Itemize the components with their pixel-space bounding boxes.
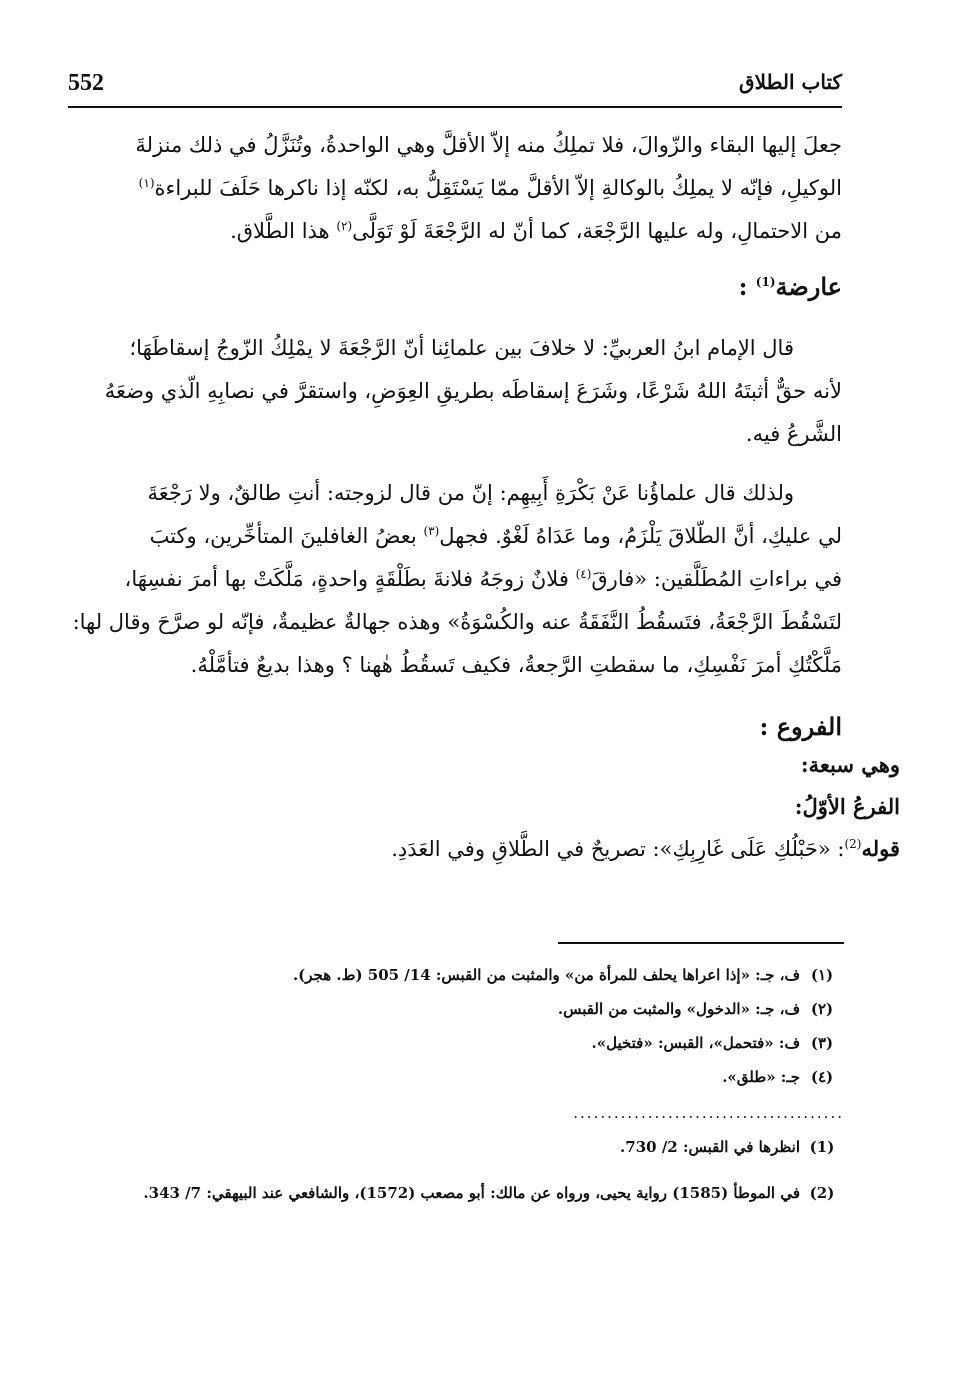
para3-line-2: لي عليكِ، أنَّ الطّلاقَ يَلْزَمُ، وما عَدَاهُ لَغْوٌ. فجهل$^{(٣)}$ بعضُ الغافلينَ المتأخِّرين، وكتبَ [149, 524, 842, 548]
footnote-b-1: (1) انظرها في القبس: 2/ 730. [620, 1138, 835, 1156]
footnote-ref-3: (٣) [423, 524, 440, 538]
footnote-ref-4: (٤) [575, 567, 592, 581]
heading-furu: الفروع : [759, 712, 842, 741]
para3-line-5: مَلَّكْتُكِ أمرَ نَفْسِكِ، ما سقطتِ الرَّجعةُ، فكيف تَسقُطُ هٰهنا ؟ وهذا بديعٌ فتأمَّلْهُ. [190, 653, 842, 677]
first-branch-text: قوله$^{(2)}$: «حَبْلُكِ عَلَى غَارِبِكِ»: تصريحٌ في الطَّلاقِ وفي العَدَدِ. [391, 836, 900, 861]
main-text [64, 124, 842, 751]
para3-line-4: لتَسْقُطَ الرَّجْعَةُ، فتَسقُطُ النَّفَقَةُ عنه والكُسْوَةُ» وهذه جهالةٌ عظيمةٌ، فإنّه لو صرَّحَ وقال لها: [72, 610, 842, 634]
para1-line-1: جعلَ إليها البقاء والزّوالَ، فلا تملِكُ منه إلاّ الأقلَّ وهي الواحدةُ، وتُنَزَّلُ في ذلك منزلةَ [135, 133, 842, 157]
para2-line-2: لأنه حقٌّ أثبتَهُ اللهُ شَرْعًا، وشَرَعَ إسقاطَه بطريقِ العِوَضِ، واستقرَّ في نصابِهِ الّذي وضعَهُ [104, 379, 842, 403]
first-branch-title: الفرعُ الأوّلُ: [794, 794, 900, 819]
heading-aarida: عارضة$^{(1)}$ : [738, 272, 842, 301]
footnote-a-1: (١) ف، جـ: «إذا اعراها يحلف للمرأة من» والمثبت من القبس: 14/ 505 (ط. هجر). [292, 966, 834, 984]
para2-line-3: الشَّرعُ فيه. [745, 422, 842, 446]
dotted-separator: ........................................ [573, 1104, 844, 1122]
running-title: كتاب الطلاق [739, 70, 842, 94]
footnote-ref-aarida: (1) [755, 275, 776, 289]
branches-intro: وهي سبعة: [800, 752, 900, 777]
footnote-a-3: (٣) ف: «فتحمل»، القبس: «فتخيل». [591, 1034, 834, 1052]
footnote-ref-qawluh: (2) [844, 837, 862, 851]
page-number: 552 [68, 70, 104, 96]
para1-line-2: الوكيلِ، فإنّه لا يملِكُ بالوكالةِ إلاّ الأقلَّ ممّا يَسْتَقِلُّ به، لكنّه إذا ناكرها حَلَفَ للبراءة$^{(١)}$ [138, 176, 842, 200]
page-header [68, 66, 842, 108]
para3-line-1: ولذلك قال علماؤُنا عَنْ بَكْرَةِ أَبِيهِم: إنّ من قال لزوجته: أنتِ طالقٌ، ولا رَجْعَةَ [147, 481, 794, 505]
footnotes [64, 942, 844, 1210]
footnote-ref-2: (٢) [336, 219, 353, 233]
para1-line-3: من الاحتمالِ، وله عليها الرَّجْعَة، كما أنّ له الرَّجْعَةَ لَوْ تَوَلَّى$^{(٢)}$ هذا الطَّلاق. [230, 219, 842, 243]
footnote-rule [558, 942, 844, 944]
footnote-ref-1: (١) [138, 176, 155, 190]
footnote-a-2: (٢) ف، جـ: «الدخول» والمثبت من القبس. [557, 1000, 834, 1018]
para2-line-1: قال الإمام ابنُ العربيِّ: لا خلافَ بين علمائِنا أنّ الرَّجْعَةَ لا يمْلِكُ الزّوجُ إسقاطَهَا؛ [129, 336, 794, 360]
footnote-b-2: (2) في الموطأ (1585) رواية يحيى، ورواه عن مالك: أبو مصعب (1572)، والشافعي عند البيهقي: 7/ 343. [143, 1184, 835, 1202]
para3-line-3: في براءاتِ المُطَلَّقين: «فارقَ$^{(٤)}$ فلانٌ زوجَهُ فلانةَ بطَلْقَةٍ واحدةٍ، مَلَّكَتْ بها أمرَ نفسِهَا، [124, 567, 842, 591]
footnote-a-4: (٤) جـ: «طلق». [722, 1068, 834, 1086]
branches-section [240, 744, 900, 870]
